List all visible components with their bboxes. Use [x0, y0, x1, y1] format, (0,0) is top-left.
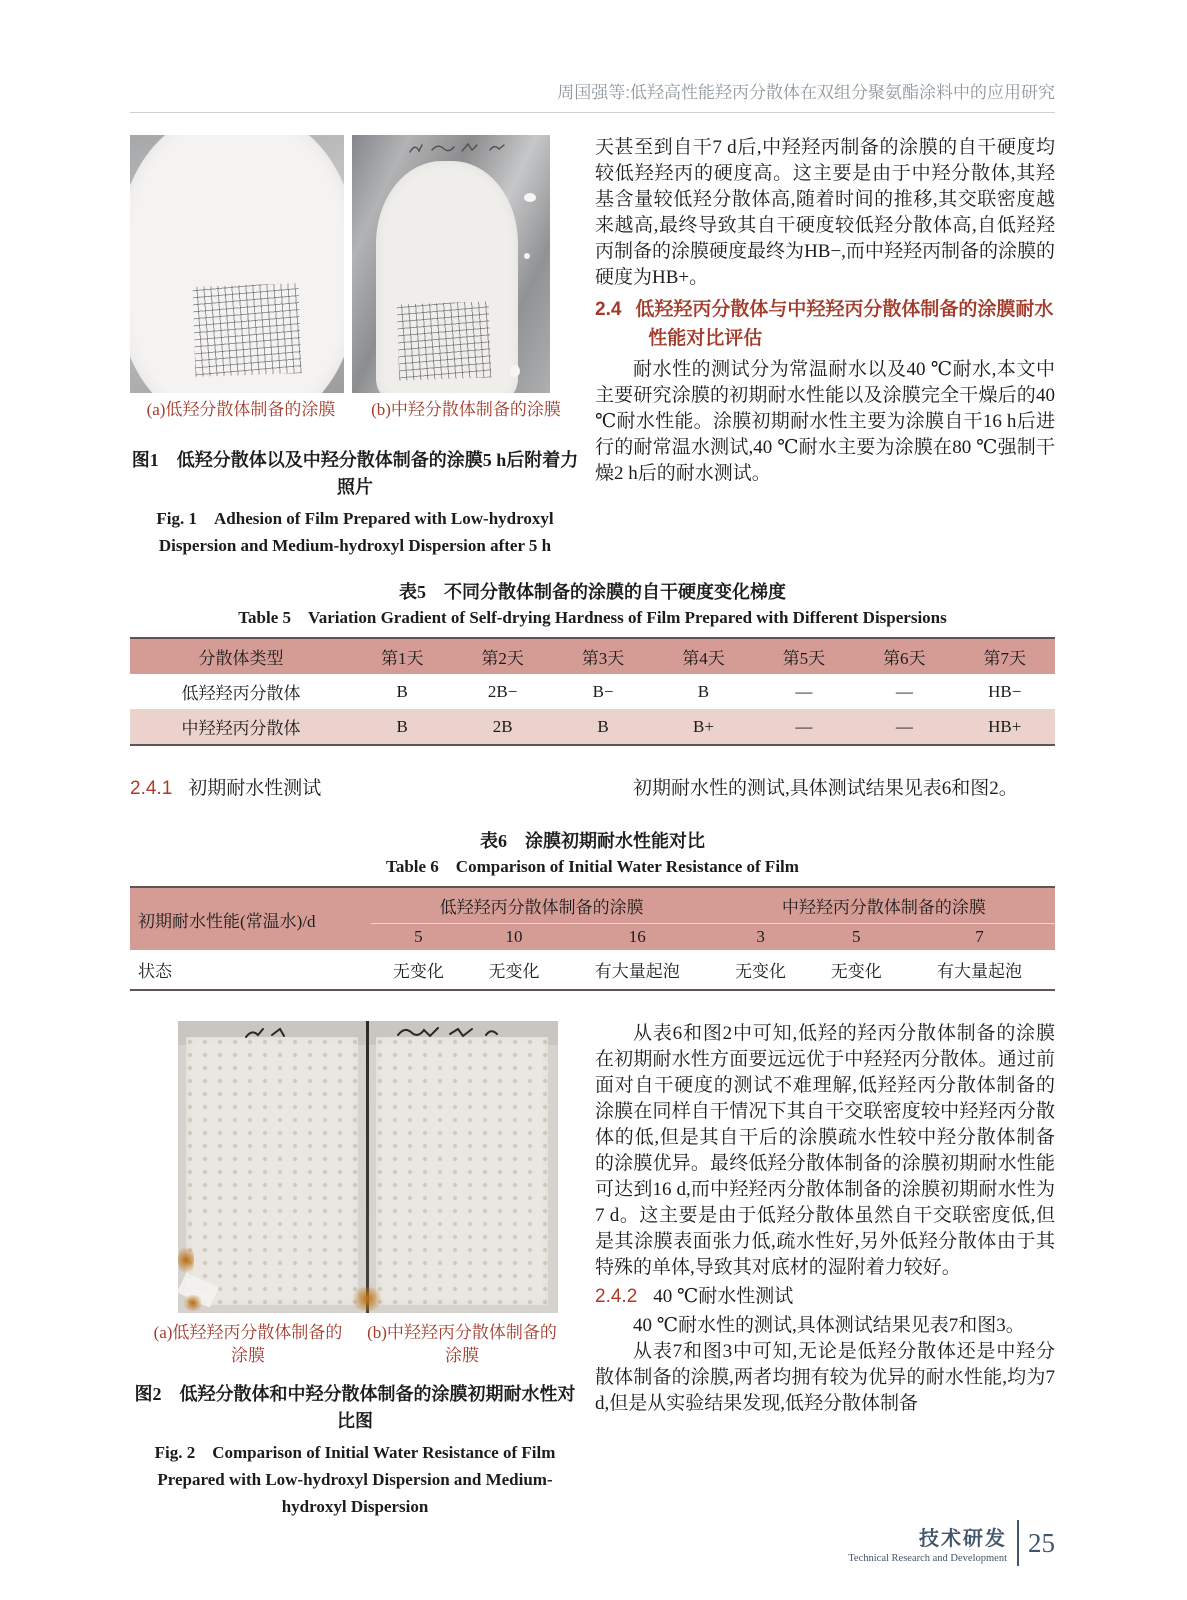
table-cell: 2B	[492, 716, 513, 736]
body-paragraph: 耐水性的测试分为常温耐水以及40 ℃耐水,本文中主要研究涂膜的初期耐水性能以及涂膜完全干燥后的40 ℃耐水性能。涂膜初期耐水性主要为涂膜自干16 h后进行的耐常温水测试,40 ℃耐水主要为涂膜在80 ℃强制干燥2 h后的耐水测试。	[595, 359, 1055, 484]
table-header-cell: 初期耐水性能(常温水)/d	[138, 911, 316, 931]
table-header-cell: 第7天	[983, 649, 1027, 668]
table5-block	[130, 579, 1055, 746]
handwriting-mark	[238, 1023, 518, 1045]
figure2-title-cn: 图2 低羟分散体和中羟分散体制备的涂膜初期耐水性对比图	[134, 1384, 576, 1431]
section-2-4-1-row	[130, 776, 1055, 802]
bottom-right-text	[595, 1021, 1055, 1520]
table-cell: 低羟羟丙分散体	[181, 684, 301, 703]
figure2-title-en: Fig. 2 Comparison of Initial Water Resistance of Film Prepared with Low-hydroxyl Dispersion and Medium-hydroxyl Dispersion	[154, 1443, 556, 1516]
table-header-cell: 第6天	[883, 649, 926, 668]
figure1-photos	[130, 135, 580, 393]
section-title: 低羟羟丙分散体与中羟羟丙分散体制备的涂膜耐水性能对比评估	[635, 299, 1054, 349]
table-header-cell: 中羟羟丙分散体制备的涂膜	[713, 887, 1055, 924]
section-number: 2.4.2	[595, 1286, 638, 1307]
table-cell: —	[895, 716, 913, 736]
section-2-4-1-heading	[130, 776, 580, 802]
table-cell: HB+	[988, 716, 1022, 736]
figure1-title-cn: 图1 低羟分散体以及中羟分散体制备的涂膜5 h后附着力照片	[131, 450, 579, 497]
table-header-cell: 第2天	[481, 649, 524, 668]
table-cell: HB−	[988, 681, 1022, 701]
figure2-block	[130, 1021, 580, 1520]
fig2-panel-right	[376, 1037, 548, 1305]
table-header-cell: 第1天	[380, 649, 424, 668]
footer-section-cn: 技术研发	[919, 1528, 1007, 1550]
figure1-block	[130, 135, 580, 559]
figure2-subcaptions	[130, 1321, 580, 1367]
table6	[130, 886, 1055, 991]
fig2-panel-left	[186, 1037, 358, 1305]
table-header-cell: 第3天	[581, 649, 625, 668]
table-cell: 无变化	[830, 962, 882, 981]
bottom-section	[130, 1021, 1055, 1520]
section-number: 2.4	[595, 299, 622, 320]
top-right-text	[595, 135, 1055, 559]
paint-drip	[524, 193, 536, 202]
section-number: 2.4.1	[130, 778, 173, 799]
table-header-cell: 第4天	[682, 649, 725, 668]
table-cell: —	[895, 681, 913, 701]
table5-header-row	[130, 638, 1055, 674]
table-header-cell: 16	[628, 927, 646, 946]
running-title: 周国强等:低羟高性能羟丙分散体在双组分聚氨酯涂料中的应用研究	[557, 83, 1055, 102]
section-2-4-2-heading	[595, 1284, 1055, 1310]
table-header-cell: 5	[851, 927, 861, 946]
rust-stain	[178, 1243, 194, 1277]
fig2-photo	[178, 1021, 558, 1313]
crosshatch-adhesion-mark	[397, 301, 492, 380]
body-paragraph: 天甚至到自干7 d后,中羟羟丙制备的涂膜的自干硬度均较低羟羟丙的硬度高。这主要是由于中羟分散体,其羟基含量较低羟分散体高,随着时间的推移,其交联密度越来越高,最终导致其自干硬度较低羟分散体高,自低羟羟丙制备的涂膜硬度最终为HB−,而中羟羟丙制备的涂膜的硬度为HB+。	[595, 137, 1055, 288]
rust-stain	[182, 1295, 204, 1311]
table-header-cell: 10	[505, 927, 523, 946]
table6-block	[130, 828, 1055, 991]
top-section	[130, 135, 1055, 559]
fig1-caption-a: (a)低羟分散体制备的涂膜	[146, 400, 336, 419]
fig2-caption-b: (b)中羟羟丙分散体制备的涂膜	[367, 1323, 557, 1365]
figure1-subcaptions	[130, 399, 580, 421]
table-cell: B+	[693, 716, 714, 736]
section-title: 40 ℃耐水性测试	[653, 1286, 794, 1307]
table-cell: B	[597, 716, 609, 736]
fig2-caption-a: (a)低羟羟丙分散体制备的涂膜	[153, 1323, 343, 1365]
fig1-photo-a	[130, 135, 344, 393]
paint-drip	[510, 365, 520, 377]
body-paragraph: 初期耐水性的测试,具体测试结果见表6和图2。	[633, 778, 1018, 799]
body-paragraph: 从表6和图2中可知,低羟的羟丙分散体制备的涂膜在初期耐水性方面要远远优于中羟羟丙分散体。通过前面对自干硬度的测试不难理解,低羟羟丙分散体制备的涂膜在同样自干情况下其自干交联密度较中羟羟丙分散体的低,但是其自干后的涂膜疏水性较中羟分散体制备的涂膜优异。最终低羟分散体制备的涂膜初期耐水性能可达到16 d,而中羟羟丙分散体制备的涂膜初期耐水性为7 d。这主要是由于低羟分散体虽然自干交联密度低,但是其涂膜表面张力低,疏水性好,另外低羟分散体由于其特殊的单体,导致其对底材的湿附着力较好。	[595, 1023, 1055, 1278]
table-header-cell: 低羟羟丙分散体制备的涂膜	[371, 887, 713, 924]
figure1-title-en: Fig. 1 Adhesion of Film Prepared with Low-hydroxyl Dispersion and Medium-hydroxyl Dispersion after 5 h	[156, 509, 554, 555]
table-cell: —	[795, 716, 813, 736]
table-cell: 2B−	[487, 681, 518, 701]
crosshatch-adhesion-mark	[192, 283, 301, 377]
page-footer	[130, 1520, 1055, 1566]
table-header-cell: 第5天	[782, 649, 826, 668]
table-cell: 无变化	[735, 962, 787, 981]
table5-title-cn: 表5 不同分散体制备的涂膜的自干硬度变化梯度	[399, 582, 786, 602]
table-cell: B	[396, 681, 408, 701]
table-row	[130, 709, 1055, 745]
paint-drip	[524, 253, 530, 259]
rust-stain	[350, 1287, 384, 1311]
handwriting-mark	[404, 141, 524, 157]
table-cell: 状态	[138, 962, 172, 981]
page-number: 25	[1028, 1527, 1055, 1558]
table-cell: 有大量起泡	[937, 962, 1023, 981]
footer-section-en: Technical Research and Development	[848, 1553, 1007, 1564]
table-cell: 无变化	[392, 962, 444, 981]
table-header-cell: 7	[975, 927, 984, 946]
fig1-photo-b	[352, 135, 550, 393]
table-cell: B	[396, 716, 408, 736]
panel-divider-line	[366, 1021, 369, 1313]
table-cell: —	[795, 681, 813, 701]
table-header-cell: 3	[756, 927, 765, 946]
body-paragraph: 40 ℃耐水性的测试,具体测试结果见表7和图3。	[633, 1315, 1025, 1336]
table-cell: 中羟羟丙分散体	[181, 719, 301, 738]
table-header-cell: 5	[414, 927, 423, 946]
running-header	[130, 78, 1055, 113]
table5	[130, 637, 1055, 746]
table-cell: 无变化	[488, 962, 540, 981]
footer-divider	[1017, 1520, 1019, 1566]
body-paragraph: 从表7和图3中可知,无论是低羟分散体还是中羟分散体制备的涂膜,两者均拥有较为优异的耐水性能,均为7 d,但是从实验结果发现,低羟分散体制备	[595, 1341, 1055, 1414]
table5-title-en: Table 5 Variation Gradient of Self-drying Hardness of Film Prepared with Different Dispersions	[238, 608, 947, 627]
section-title: 初期耐水性测试	[188, 778, 322, 799]
table6-title-en: Table 6 Comparison of Initial Water Resistance of Film	[386, 857, 799, 876]
table6-group-header-row	[130, 887, 1055, 924]
table-cell: B−	[592, 681, 614, 701]
table-cell: B	[697, 681, 710, 701]
table-row	[130, 950, 1055, 990]
table-header-cell: 分散体类型	[198, 649, 284, 668]
table-cell: 有大量起泡	[594, 962, 680, 981]
table6-title-cn: 表6 涂膜初期耐水性能对比	[480, 831, 705, 851]
section-2-4-heading	[595, 295, 1055, 353]
fig1-caption-b: (b)中羟分散体制备的涂膜	[371, 400, 561, 419]
table-row	[130, 674, 1055, 709]
